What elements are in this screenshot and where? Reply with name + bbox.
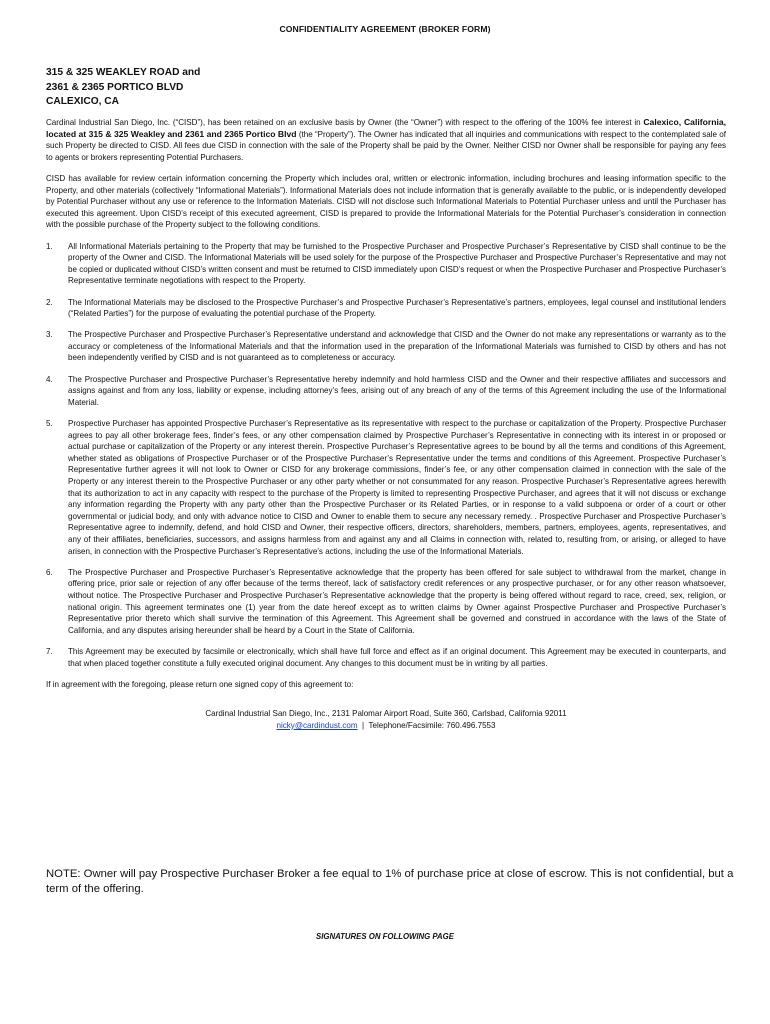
agreement-body <box>46 117 726 731</box>
company-address: Cardinal Industrial San Diego, Inc., 2131 Palomar Airport Road, Suite 360, Carlsbad, California 92011 <box>205 709 567 719</box>
clause-text: The Informational Materials may be disclosed to the Prospective Purchaser’s and Prospective Purchaser’s Representative’s partners, employees, legal counsel and institutional lenders (“Related Parties”) for the purpose of evaluating the potential purchase of the Property. <box>68 297 726 319</box>
clause-text: The Prospective Purchaser and Prospective Purchaser’s Representative understand and acknowledge that CISD and the Owner do not make any representations or warranty as to the accuracy or completeness of the Informational Materials and that the information used in the preparation of the Informational Materials was furnished to CISD by others and has not been independently verified by CISD and is not guaranteed as to completeness or accuracy. <box>68 330 726 363</box>
address-line-1: 315 & 325 WEAKLEY ROAD and <box>46 67 201 78</box>
address-line-3: CALEXICO, CA <box>46 96 120 108</box>
intro-property-bold: Calexico, California, located at 315 & 325 Weakley and 2361 and 2365 Portico Blvd <box>46 117 726 139</box>
clause-item <box>46 646 726 669</box>
clause-number: 7. <box>46 646 53 656</box>
clause-text: The Prospective Purchaser and Prospective Purchaser’s Representative acknowledge that the property has been offered for sale subject to withdrawal from the market, change in offering price, prior sale or rejection of any offer because of the terms thereof, lack of satisfactory credit references or any prospective purchaser, or for any other reason whatsoever, without notice. The Prospective Purchaser and Prospective Purchaser’s Representative acknowledge that the property is being offered without regard to race, creed, sex, religion, or national origin. This agreement terminates one (1) year from the date hereof except as to written claims by Owner against Prospective Purchaser and Prospective Purchaser’s Representative prior thereto which shall survive the termination of this Agreement. This Agreement shall be governed and construed in accordance with the laws of the State of California, and any disputes arising hereunder shall be heard by a Court in the State of California. <box>68 567 726 635</box>
contact-line <box>46 720 726 732</box>
contact-separator: | <box>357 720 369 730</box>
clause-list <box>46 241 726 670</box>
clause-item <box>46 374 726 409</box>
fee-note: NOTE: Owner will pay Prospective Purchaser Broker a fee equal to 1% of purchase price at close of escrow. This is not confidential, but a term of the offering. <box>46 868 734 895</box>
clause-number: 2. <box>46 297 53 307</box>
clause-text: This Agreement may be executed by facsimile or electronically, which shall have full force and effect as if an original document. This Agreement may be executed in counterparts, and that when placed together constitute a fully executed original document. Any changes to this document must be in writing by all parties. <box>68 646 726 668</box>
closing-line: If in agreement with the foregoing, please return one signed copy of this agreement to: <box>46 679 354 689</box>
information-paragraph: CISD has available for review certain information concerning the Property which includes oral, written or electronic information, including brochures and leasing information specific to the Property, and other materials (collectively “Informational Materials”). Informational Materials does not include information that is generally available to the public, or is independently developed by Potential Purchaser without any use or reference to the Information Materials. CISD will not disclose such Informational Materials to Potential Purchaser unless and until the Purchaser has executed this agreement. Upon CISD’s receipt of this executed agreement, CISD is prepared to provide the Informational Materials for the Potential Purchaser’s consideration in connection with the possible purchase of the Property subject to the following conditions. <box>46 173 726 230</box>
clause-item <box>46 567 726 637</box>
clause-number: 4. <box>46 374 53 384</box>
clause-text: The Prospective Purchaser and Prospective Purchaser’s Representative hereby indemnify and hold harmless CISD and the Owner and their respective affiliates and successors and assigns against and from any loss, liability or expense, including attorney’s fees, arising out of any breach of any of the terms of this Agreement including the use of the Informational Material. <box>68 374 726 407</box>
intro-text-1: Cardinal Industrial San Diego, Inc. (“CISD”), has been retained on an exclusive basis by Owner (the “Owner”) with respect to the offering of the 100% fee interest in <box>46 118 644 127</box>
intro-paragraph <box>46 117 726 163</box>
intro-text-2: (the “Property”). The Owner has indicated that all inquiries and communications with respect to the contemplated sale of such Property be directed to CISD. All fees due CISD in connection with the sale of the Property shall be paid by the Owner. Neither CISD nor Owner shall be responsible for paying any fees to agents or brokers representing Potential Purchasers. <box>46 129 726 162</box>
clause-number: 6. <box>46 567 53 577</box>
clause-number: 5. <box>46 419 53 429</box>
property-address <box>46 66 200 110</box>
clause-item <box>46 241 726 287</box>
clause-number: 3. <box>46 330 53 340</box>
clause-item <box>46 329 726 364</box>
clause-item <box>46 418 726 557</box>
address-line-2: 2361 & 2365 PORTICO BLVD <box>46 81 184 93</box>
contact-block <box>46 708 726 731</box>
document-title: CONFIDENTIALITY AGREEMENT (BROKER FORM) <box>279 24 491 34</box>
clause-text: Prospective Purchaser has appointed Prospective Purchaser’s Representative as its representative with respect to the purchase or capitalization of the Property. Prospective Purchaser agrees to pay all other brokerage fees, finder’s fees, or any other compensation claimed by Prospective Purchaser’s Representative in connecting with its interest in or proposed or actual purchase or capitalization of the Property or any interest therein. Prospective Purchaser’s Representative agrees to be bound by all the terms and conditions of this Agreement, whether stated as obligations of Prospective Purchaser or of the Prospective Purchaser’s Representative under the terms and conditions of this Agreement. Prospective Purchaser’s Representative further agrees it will not look to Owner or CISD for any brokerage commissions, finder’s fee, or any other compensation claimed in connection with the sale of the Property or any interest therein to the Prospective Purchaser or any other party whether or not consummated for any reason. Prospective Purchaser’s Representative agrees herewith that its authorization to act in any capacity with respect to the purchase of the Property is limited to representing Prospective Purchaser, and agrees that it will not discuss or exchange any information regarding the Property with any party other than the Prospective Purchaser or its Related Parties, or in response to a valid subpoena or order of a court or other governmental or judicial body, and only with advance notice to CISD and Owner to enable them to secure any necessary remedy. . Prospective Purchaser and Prospective Purchaser’s Representative agree to indemnify, defend, and hold CISD and Owner, their respective officers, directors, shareholders, members, partners, employees, agents, representatives, and any of their affiliates, beneficiaries, successors, and assigns harmless from and against any and all Claims in connection with, related to, resulting from, or arising, or alleged to have arisen, in connection with the Prospective Purchaser’s Representative’s actions, including the use of the Informational Materials. <box>68 419 726 556</box>
clause-item <box>46 297 726 320</box>
clause-text: All Informational Materials pertaining to the Property that may be furnished to the Prospective Purchaser and Prospective Purchaser’s Representative by CISD shall continue to be the property of the Owner and CISD. The Informational Materials will be used solely for the purpose of the Prospective Purchaser and Prospective Purchaser’s Representative and may not be copied or duplicated without CISD’s written consent and must be returned to CISD immediately upon CISD’s request or when the Prospective Purchaser and Prospective Purchaser’s Representative terminate negotiations with respect to the Property. <box>68 241 726 286</box>
signatures-notice: SIGNATURES ON FOLLOWING PAGE <box>316 932 454 941</box>
phone-fax: Telephone/Facsimile: 760.496.7553 <box>368 720 496 730</box>
email-link[interactable]: nicky@cardindust.com <box>276 720 358 730</box>
clause-number: 1. <box>46 241 53 251</box>
